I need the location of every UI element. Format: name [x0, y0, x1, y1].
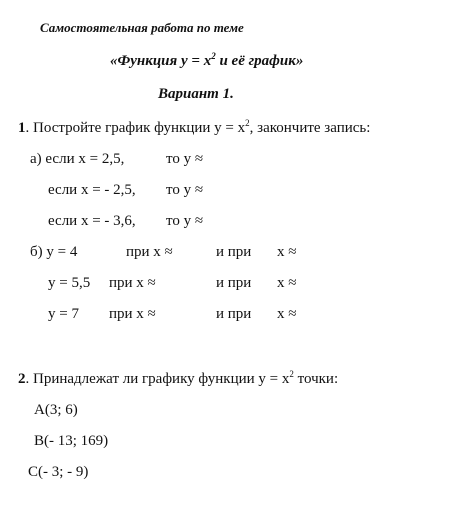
task2-point-c: C(- 3; - 9) — [28, 464, 89, 480]
topic-suffix: и её график» — [215, 53, 304, 69]
task2-text-suffix: точки: — [293, 371, 339, 387]
task1-text-suffix: , закончите запись: — [249, 120, 371, 136]
task1a-row-3-right: то y ≈ — [166, 213, 204, 229]
task1-number: 1 — [18, 120, 26, 136]
task1b-row-3-x: x ≈ — [277, 306, 297, 322]
task1b-row-3-y: y = 7 — [48, 306, 79, 322]
task1b-row-1-and-pri: и при — [216, 244, 252, 260]
task1a-row-3-left: если x = - 3,6, — [48, 213, 136, 229]
task1b-row-2-y: y = 5,5 — [48, 275, 91, 291]
worksheet-topic — [110, 53, 303, 70]
topic-prefix: «Функция y = x — [110, 53, 212, 69]
worksheet-title: Самостоятельная работа по теме — [40, 20, 244, 35]
task2-statement — [18, 371, 338, 388]
task1b-row-3-pri: при x ≈ — [109, 306, 156, 322]
task1b-row-1-x: x ≈ — [277, 244, 297, 260]
task1b-row-1-pri: при x ≈ — [126, 244, 173, 260]
task1b-row-1-y: б) y = 4 — [30, 244, 78, 260]
task2-point-a: A(3; 6) — [34, 402, 78, 418]
task1-exponent: 2 — [245, 118, 250, 128]
topic-exponent: 2 — [211, 51, 216, 61]
task1a-row-1-left: а) если x = 2,5, — [30, 151, 125, 167]
task1b-row-2-pri: при x ≈ — [109, 275, 156, 291]
task2-text-prefix: . Принадлежат ли графику функции y = x — [25, 371, 290, 387]
task1a-row-1-right: то y ≈ — [166, 151, 204, 167]
task2-number: 2 — [18, 371, 26, 387]
variant-label: Вариант 1. — [158, 86, 234, 102]
task1a-row-2-right: то y ≈ — [166, 182, 204, 198]
task1b-row-2-and-pri: и при — [216, 275, 252, 291]
task2-point-b: B(- 13; 169) — [34, 433, 109, 449]
task1a-row-2-left: если x = - 2,5, — [48, 182, 136, 198]
task1-text-prefix: . Постройте график функции y = x — [25, 120, 246, 136]
task1-statement — [18, 120, 370, 137]
task1b-row-3-and-pri: и при — [216, 306, 252, 322]
task2-exponent: 2 — [289, 369, 294, 379]
task1b-row-2-x: x ≈ — [277, 275, 297, 291]
